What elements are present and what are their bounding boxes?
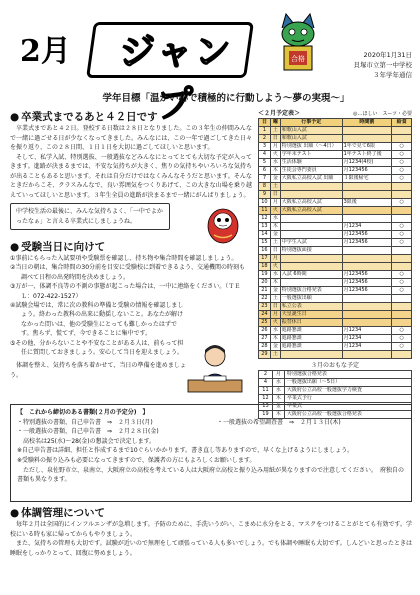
table-row: [259, 287, 412, 295]
cell-lunch: ○: [392, 287, 412, 295]
cell-day: 9: [259, 191, 271, 199]
cell-day: 11: [259, 387, 273, 395]
table-row: [259, 223, 412, 231]
cell-lunch: ○: [392, 279, 412, 287]
table-row: [259, 319, 412, 327]
cell-timetable: [342, 295, 392, 303]
col-header-timetable: 時間割: [342, 119, 392, 127]
cell-event: 大阪府公立高校一般選抜学力検査: [284, 387, 411, 395]
cell-weekday: 火: [270, 207, 280, 215]
col-header-event: 行事予定: [280, 119, 342, 127]
notice-heading: 【 これから締切のある書類(２月の予定分) 】: [17, 409, 149, 416]
table-row: [259, 215, 412, 223]
col-header-day: 日: [259, 119, 271, 127]
cell-timetable: [342, 351, 392, 359]
health-paragraph-1: 毎年２月は全国的にインフルエンザが急増します。予防のために、手洗いうがい、こまめに水分をとる、マスクをつけることがとても有効です。学校にいる時も家に帰ってからもやりましょう。: [10, 521, 412, 538]
cell-lunch: ○: [392, 159, 412, 167]
cell-timetable: 月123456: [342, 279, 392, 287]
cell-lunch: [392, 311, 412, 319]
cell-timetable: [342, 319, 392, 327]
cell-weekday: 日: [270, 303, 280, 311]
cell-weekday: 月: [270, 311, 280, 319]
exam-closing: 体調を整え、気持ちを落ち着かせて、当日の準備を進めましょう。: [10, 362, 186, 379]
cell-timetable: [342, 303, 392, 311]
schedule-panel: [258, 110, 412, 419]
table-row: [259, 335, 412, 343]
cell-event: 卒業式: [284, 403, 411, 411]
cell-weekday: 月: [270, 143, 280, 151]
table-row: [259, 151, 412, 159]
cell-timetable: [342, 135, 392, 143]
table-header-row: [259, 119, 412, 127]
cell-weekday: 水: [272, 379, 284, 387]
cell-lunch: ○: [392, 167, 412, 175]
graduation-paragraph-2: そして、私学入試、特別選抜、一般選抜などみんなにとってとても大切な予定が入ってきます。進路が決まるまでは、不安な気持ちが大きく、焦りの気持ちやいろいろな気持ちが出ることもあると思います。それは自分だけではなくみんなそうだと思います。そんなときだからこそ、クラスみんなで、良い雰囲気をつくりあげて、この大きな山場を乗り越えていってほしいと思います。３年生全員の進路が決まるまで一緒にがんばりましょう。: [10, 153, 252, 199]
cell-day: 13: [259, 223, 271, 231]
daruma-mascot-icon: [276, 10, 320, 78]
table-row: [259, 343, 412, 351]
cell-day: 2: [259, 371, 273, 379]
table-row: [259, 159, 412, 167]
cell-event: [280, 231, 342, 239]
event-row: [259, 395, 412, 403]
table-row: [259, 247, 412, 255]
cell-day: 14: [259, 231, 271, 239]
table-row: [259, 143, 412, 151]
table-row: [259, 271, 412, 279]
cell-weekday: 木: [270, 335, 280, 343]
event-row: [259, 379, 412, 387]
month-title: 2月: [20, 34, 71, 69]
cell-weekday: 金: [270, 231, 280, 239]
cell-timetable: 月123456: [342, 271, 392, 279]
cell-timetable: [342, 191, 392, 199]
cell-lunch: [392, 247, 412, 255]
cell-weekday: 土: [270, 351, 280, 359]
cell-day: 28: [259, 343, 271, 351]
cell-weekday: 月: [272, 371, 284, 379]
section-health-title-text: 体調管理について: [21, 507, 105, 519]
cell-weekday: 水: [270, 215, 280, 223]
graduation-quote: 中学校生活の最後に、みんな気持ちよく、「一中でよかったなぁ」と言える卒業式にしましょうね。: [10, 203, 170, 230]
cell-day: 2: [259, 135, 271, 143]
cell-event: [280, 255, 342, 263]
cell-lunch: [392, 303, 412, 311]
cell-day: 21: [259, 287, 271, 295]
cell-weekday: 水: [270, 327, 280, 335]
daruma-icon: [206, 204, 240, 244]
notice-line-self-report: ※自己申告書は詳細、担任と作成するまで10ぐらいかかります。書き直し等ありますので、早くな上げるようにしましょう。: [17, 447, 354, 455]
cell-event: 生活体験: [280, 159, 342, 167]
cell-weekday: 木: [270, 167, 280, 175]
cell-day: 24: [259, 311, 271, 319]
cell-timetable: [342, 183, 392, 191]
cell-weekday: 木: [272, 395, 284, 403]
cell-timetable: [342, 255, 392, 263]
cell-lunch: [392, 255, 412, 263]
cell-event: 卒業式予行: [284, 395, 411, 403]
cell-timetable: [342, 247, 392, 255]
cell-event: 特別選抜合格発表: [284, 371, 411, 379]
section-health-title: [10, 506, 412, 520]
notice-line-general: ・一般選抜の書類、自己申告書 ⇒ ２月２８日(金): [17, 428, 159, 436]
cell-lunch: ○: [392, 239, 412, 247]
cell-lunch: [392, 319, 412, 327]
cell-event: 和歌山入試: [280, 127, 342, 135]
grade-news: ３年学年通信: [373, 71, 412, 79]
cell-event: 学年末テスト: [280, 151, 342, 159]
health-section: [10, 506, 412, 558]
cell-day: 13: [259, 403, 273, 411]
issue-info: [326, 50, 412, 80]
event-row: [259, 387, 412, 395]
col-header-weekday: 曜: [270, 119, 280, 127]
cell-day: 11: [259, 207, 271, 215]
cell-weekday: 土: [270, 239, 280, 247]
cell-event: 生徒会専門委員: [280, 167, 342, 175]
list-item: ②当日の朝は、集合時間の30分前を目安に受験校に到着できるよう、交通機関の時刻も調べて日程の出発時間を決めましょう。: [10, 264, 246, 281]
cell-weekday: 日: [270, 191, 280, 199]
cell-event: 大阪私立高校入試 出願: [280, 175, 342, 183]
cell-event: 大阪私立高校入試: [280, 199, 342, 207]
schedule-title: ＜２月予定表＞: [258, 110, 301, 117]
schedule-table: [258, 118, 412, 359]
cell-timetable: 1年テスト終了後: [342, 151, 392, 159]
cell-event: 入試 6時間: [280, 271, 342, 279]
cell-weekday: 水: [272, 387, 284, 395]
cell-lunch: ○: [392, 143, 412, 151]
list-item: ⑤その他、分からないことや不安なことがある人は、前もって担任に質問しておきましょう。安心して当日を迎えましょう。: [10, 339, 184, 357]
table-row: [259, 191, 412, 199]
school-name: 貝塚市立第一中学校: [353, 61, 412, 69]
table-row: [259, 135, 412, 143]
cell-event: [280, 183, 342, 191]
cell-lunch: [392, 191, 412, 199]
cell-event: [280, 263, 342, 271]
cell-weekday: 土: [270, 183, 280, 191]
cell-day: 8: [259, 183, 271, 191]
cell-weekday: 火: [270, 319, 280, 327]
cell-weekday: 火: [270, 263, 280, 271]
notice-line-exceptions: ただし、泉佐野市立、泉南立、大阪府立の高校を考えている人は大阪府立高校と振り込み用紙が異なりますので注意してください。 府独自の書類も異なります。: [17, 466, 405, 484]
cell-day: 6: [259, 167, 271, 175]
cell-day: 19: [259, 271, 271, 279]
schedule-legend: ◎…ほしい スーツ・必要: [353, 111, 412, 117]
cell-weekday: 水: [270, 159, 280, 167]
cell-timetable: 月1234(4校): [342, 159, 392, 167]
table-row: [259, 239, 412, 247]
cell-lunch: ○: [392, 151, 412, 159]
cell-day: 20: [259, 279, 271, 287]
table-row: [259, 231, 412, 239]
issue-date: 2020年1月31日: [363, 51, 412, 59]
cell-weekday: 土: [270, 127, 280, 135]
cell-timetable: [342, 207, 392, 215]
notice-line-fee: ※受験料の振り込みも必要になってきますので、保護者の方にもよろしくお願いします。: [17, 456, 256, 464]
cell-weekday: 土: [270, 295, 280, 303]
cell-timetable: [342, 127, 392, 135]
cell-event: 特別選抜合格発表: [280, 287, 342, 295]
cell-day: 23: [259, 303, 271, 311]
cell-event: 特別選抜 出願（～4日）: [280, 143, 342, 151]
cell-event: 和歌山入試: [280, 135, 342, 143]
bullet-icon: ●: [10, 111, 20, 123]
cell-day: 5: [259, 159, 271, 167]
cell-timetable: 月1234: [342, 327, 392, 335]
cell-lunch: ○: [392, 343, 412, 351]
cell-event: 一般選抜出願: [280, 295, 342, 303]
cell-day: 29: [259, 351, 271, 359]
bullet-icon: ●: [10, 241, 20, 253]
deadline-notice: [10, 404, 412, 502]
list-item: ④試験会場では、常に次の教科の準備と受験の情報を確認しましょう。終わった教科の出来に動揺しないこと。あなたが解けなかった問いは、他の受験生にとっても難しかったはずです。焦らず、慌てず、今できることに集中です。: [10, 302, 184, 338]
table-row: [259, 167, 412, 175]
schedule-header: [258, 110, 412, 118]
table-row: [259, 279, 412, 287]
notice-line-school-decide: 高校名は25(水)〜28(金)の懇談会で決定します。: [17, 437, 156, 445]
table-row: [259, 327, 412, 335]
cell-timetable: 3限後: [342, 199, 392, 207]
cell-weekday: 金: [272, 403, 284, 411]
table-row: [259, 351, 412, 359]
cell-event: [280, 279, 342, 287]
cell-day: 18: [259, 263, 271, 271]
bullet-icon: ●: [10, 507, 20, 519]
cell-lunch: [392, 351, 412, 359]
cell-lunch: ○: [392, 199, 412, 207]
cell-lunch: [392, 127, 412, 135]
cell-weekday: 月: [270, 199, 280, 207]
cell-event: [280, 215, 342, 223]
cell-lunch: [392, 183, 412, 191]
cell-weekday: 金: [270, 175, 280, 183]
cell-weekday: 日: [270, 247, 280, 255]
event-row: [259, 371, 412, 379]
health-paragraph-2: また、気持ちの管理も大切です。試験が近いので無理をして頑張っている人も多いでしょう。でも体調や睡眠も大切です。しんどいと思ったときは睡眠をしっかりとって、回復に努めましょう。: [10, 540, 412, 557]
cell-event: 進路懇談: [280, 327, 342, 335]
cell-day: 3: [259, 143, 271, 151]
cell-weekday: 木: [272, 411, 284, 419]
table-row: [259, 175, 412, 183]
cell-day: 27: [259, 335, 271, 343]
cell-lunch: ○: [392, 327, 412, 335]
cell-day: 17: [259, 255, 271, 263]
cell-weekday: 月: [270, 255, 280, 263]
table-row: [259, 303, 412, 311]
cell-event: 進路懇談: [280, 335, 342, 343]
cell-event: 進路懇談: [280, 343, 342, 351]
list-item: ③万が一、体調不良等の不測の事態が起こった場合は、一中に連絡をください。（ＴＥＬ：072-422-1527）: [10, 283, 241, 300]
cell-timetable: 1年で見て6限: [342, 143, 392, 151]
newsletter-title: ジャンプ: [119, 31, 233, 125]
cell-timetable: 月123456: [342, 239, 392, 247]
cell-lunch: [392, 207, 412, 215]
student-studying-icon: [184, 340, 246, 396]
cell-day: 10: [259, 199, 271, 207]
cell-timetable: 月1234: [342, 223, 392, 231]
cell-day: 25: [259, 319, 271, 327]
cell-event: 私立公表: [280, 303, 342, 311]
cell-timetable: 月1234: [342, 335, 392, 343]
cell-weekday: 木: [270, 279, 280, 287]
section-exam-title-text: 受験当日に向けて: [21, 241, 106, 253]
section-graduation-title-text: 卒業式までるあと４２日です: [21, 111, 158, 123]
cell-weekday: 日: [270, 135, 280, 143]
cell-lunch: ○: [392, 335, 412, 343]
table-row: [259, 207, 412, 215]
mascot-label: 合格: [291, 55, 305, 63]
cell-lunch: ○: [392, 231, 412, 239]
cell-event: 天皇誕生日: [280, 311, 342, 319]
cell-lunch: [392, 215, 412, 223]
table-row: [259, 199, 412, 207]
cell-event: 一般選抜出願（～5日）: [284, 379, 411, 387]
cell-event: 大阪府公立高校一般選抜合格発表: [284, 411, 411, 419]
cell-timetable: [342, 311, 392, 319]
grade-goal: 学年目標「温かい心で積極的に行動しよう～夢の実現～」: [102, 93, 350, 104]
cell-day: 16: [259, 247, 271, 255]
cell-timetable: [342, 263, 392, 271]
table-row: [259, 295, 412, 303]
cell-day: 22: [259, 295, 271, 303]
cell-timetable: 月123456: [342, 167, 392, 175]
cell-lunch: ○: [392, 223, 412, 231]
cell-day: 12: [259, 215, 271, 223]
cell-event: [280, 351, 342, 359]
cell-lunch: ○: [392, 271, 412, 279]
cell-lunch: [392, 263, 412, 271]
cell-day: 4: [259, 151, 271, 159]
cell-event: 特別選抜面接: [280, 247, 342, 255]
cell-event: [280, 191, 342, 199]
cell-event: [280, 223, 342, 231]
cell-timetable: １限後帰宅: [342, 175, 392, 183]
cell-day: 7: [259, 175, 271, 183]
notice-line-special: ・特別選抜の書類、自己申告書 ⇒ ２月３日(月): [17, 418, 153, 426]
cell-event: 振替休日: [280, 319, 342, 327]
cell-event: 大阪私立高校入試: [280, 207, 342, 215]
cell-weekday: 木: [270, 223, 280, 231]
cell-day: 26: [259, 327, 271, 335]
cell-day: 1: [259, 127, 271, 135]
graduation-paragraph-1: 卒業式まであと４２日。登校する日数は２８日となりました。この３年生の仲間みんなで一緒に過ごせる日が少なくなってきました。みんなには、この一年で過ごしてきた日々を振り返り、この２８日間、１日１日を大切に過ごしてほしいと思います。: [10, 125, 252, 151]
cell-day: 19: [259, 411, 273, 419]
cell-timetable: 月123456: [342, 231, 392, 239]
table-row: [259, 263, 412, 271]
notice-row: [17, 418, 405, 428]
list-item: ①事前にもらった入試要項や受験票を確認し、持ち物や集合時間を確認しましょう。: [10, 255, 238, 262]
cell-weekday: 水: [270, 271, 280, 279]
cell-day: 4: [259, 379, 273, 387]
table-row: [259, 311, 412, 319]
col-header-lunch: 給食: [392, 119, 412, 127]
cell-timetable: 月123456: [342, 287, 392, 295]
cell-event: 中学生入試: [280, 239, 342, 247]
table-row: [259, 255, 412, 263]
notice-line-general-survey: ・一般選抜の希望調査書 ⇒ ２月１３日(木): [217, 418, 341, 426]
cell-day: 12: [259, 395, 273, 403]
cell-weekday: 金: [270, 287, 280, 295]
cell-lunch: [392, 295, 412, 303]
march-events-title: ３月のおもな予定: [310, 362, 359, 369]
section-graduation-title: [10, 110, 252, 124]
cell-weekday: 金: [270, 343, 280, 351]
cell-day: 15: [259, 239, 271, 247]
cell-timetable: [342, 215, 392, 223]
cell-weekday: 火: [270, 151, 280, 159]
cell-lunch: ○: [392, 175, 412, 183]
cell-lunch: [392, 135, 412, 143]
table-row: [259, 127, 412, 135]
cell-timetable: 月1234: [342, 343, 392, 351]
table-row: [259, 183, 412, 191]
